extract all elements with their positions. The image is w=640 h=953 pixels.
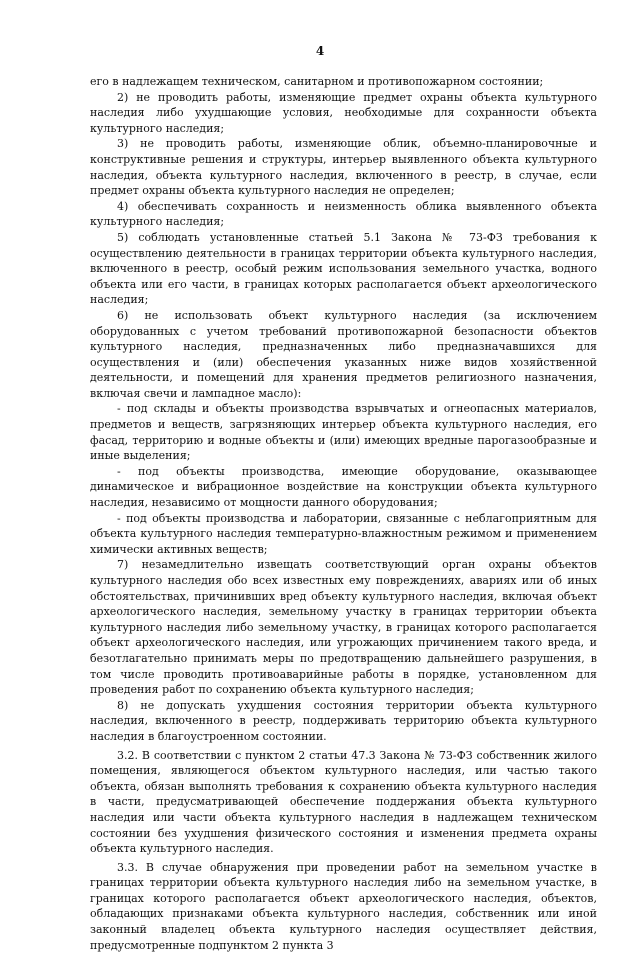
paragraph-dash-3: - под объекты производства и лаборатории, связанные с неблагоприятным для объекта культурного наследия температурно-влажностным режимом и применением химически активных веществ; [90,511,597,556]
paragraph-item-5: 5) соблюдать установленные статьей 5.1 Закона № 73-ФЗ требования к осуществлению деятельности в границах территории объекта культурного наследия, включенного в реестр, особый режим использования земельного участка, водного объекта или его части, в границах которых располагается объект археологического наследия; [90,230,597,307]
paragraph-item-6: 6) не использовать объект культурного наследия (за исключением оборудованных с учетом требований противопожарной безопасности объектов культурного наследия, предназначенных либо предназначавшихся для осуществления и (или) обеспечения указанных ниже видов хозяйственной деятельности, и помещений для хранения предметов религиозного назначения, включая свечи и лампадное масло): [90,308,597,400]
paragraph-dash-2: - под объекты производства, имеющие оборудование, оказывающее динамическое и вибрационное воздействие на конструкции объекта культурного наследия, независимо от мощности данного оборудования; [90,464,597,510]
paragraph-item-7: 7) незамедлительно извещать соответствующий орган охраны объектов культурного наследия обо всех известных ему повреждениях, авариях или об иных обстоятельствах, причинивших вред объекту культурного наследия, включая объект археологического наследия, земельному участку в границах территории объекта культурного наследия либо земельному участку, в границах которого располагается объект археологического наследия, или угрожающих причинением такого вреда, и безотлагательно принимать меры по предотвращению дальнейшего разрушения, в том числе проводить противоаварийные работы в порядке, установленном для проведения работ по сохранению объекта культурного наследия; [90,558,597,697]
paragraph-dash-1: - под склады и объекты производства взрывчатых и огнеопасных материалов, предметов и веществ, загрязняющих интерьер объекта культурного наследия, его фасад, территорию и водные объекты и (или) имеющих вредные парогазообразные и иные выделения; [90,402,597,463]
paragraph-continuation: его в надлежащем техническом, санитарном и противопожарном состоянии; [90,75,544,88]
paragraph-item-3: 3) не проводить работы, изменяющие облик, объемно-планировочные и конструктивные решения и структуры, интерьер выявленного объекта культурного наследия, объекта культурного наследия, включенного в реестр, в случае, если предмет охраны объекта культурного наследия не определен; [90,137,597,198]
paragraph-item-4: 4) обеспечивать сохранность и неизменность облика выявленного объекта культурного наследия; [90,199,597,229]
page-number: 4 [315,44,325,58]
document-body [90,74,597,953]
paragraph-item-2: 2) не проводить работы, изменяющие предмет охраны объекта культурного наследия либо ухудшающие условия, необходимые для сохранности объекта культурного наследия; [90,90,597,135]
paragraph-item-8: 8) не допускать ухудшения состояния территории объекта культурного наследия, включенного в реестр, поддерживать территорию объекта культурного наследия в благоустроенном состоянии. [90,698,597,743]
paragraph-3-3: 3.3. В случае обнаружения при проведении работ на земельном участке в границах территории объекта культурного наследия либо на земельном участке, в границах которого располагается объект археологического наследия, объектов, обладающих признаками объекта культурного наследия, собственник или иной законный владелец объекта культурного наследия осуществляет действия, предусмотренные подпунктом 2 пункта 3 [90,860,597,952]
paragraph-3-2: 3.2. В соответствии с пунктом 2 статьи 47.3 Закона № 73-ФЗ собственник жилого помещения, являющегося объектом культурного наследия, или частью такого объекта, обязан выполнять требования к сохранению объекта культурного наследия в части, предусматривающей обеспечение поддержания объекта культурного наследия или части объекта культурного наследия в надлежащем техническом состоянии без ухудшения физического состояния и изменения предмета охраны объекта культурного наследия. [90,748,597,856]
